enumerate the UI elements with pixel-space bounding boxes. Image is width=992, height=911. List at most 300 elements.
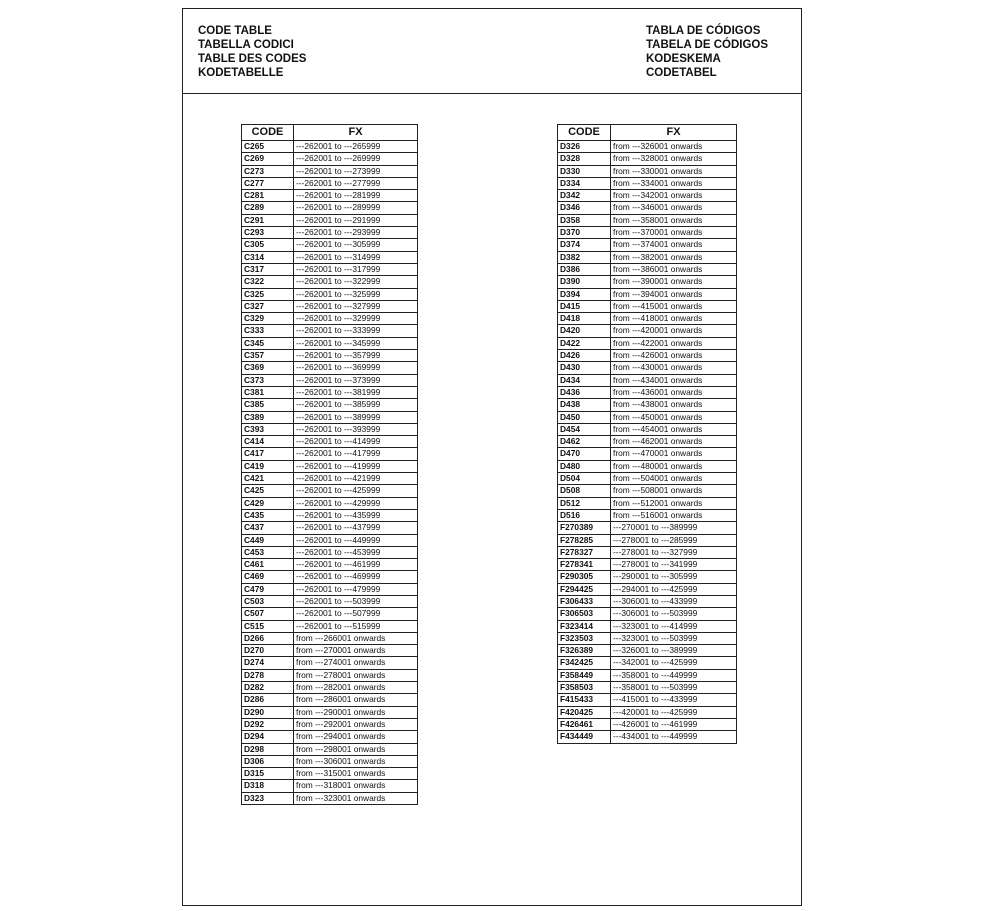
code-cell: C305 — [242, 239, 294, 251]
fx-cell: ---270001 to ---389999 — [611, 522, 737, 534]
code-cell: D286 — [242, 694, 294, 706]
code-cell: D328 — [558, 153, 611, 165]
table-row — [242, 350, 418, 362]
code-cell: F426461 — [558, 718, 611, 730]
fx-cell: from ---292001 onwards — [294, 718, 418, 730]
table-row — [558, 288, 737, 300]
table-row — [242, 423, 418, 435]
header-title: TABELLA CODICI — [198, 39, 294, 51]
table-row — [242, 608, 418, 620]
fx-cell: from ---450001 onwards — [611, 411, 737, 423]
fx-cell: from ---516001 onwards — [611, 509, 737, 521]
table-row — [558, 153, 737, 165]
table-row — [558, 436, 737, 448]
code-cell: D290 — [242, 706, 294, 718]
fx-cell: from ---274001 onwards — [294, 657, 418, 669]
fx-cell: from ---358001 onwards — [611, 214, 737, 226]
fx-cell: from ---436001 onwards — [611, 386, 737, 398]
fx-cell: ---262001 to ---461999 — [294, 559, 418, 571]
code-cell: F290305 — [558, 571, 611, 583]
code-cell: D315 — [242, 768, 294, 780]
code-cell: C317 — [242, 263, 294, 275]
table-row — [242, 731, 418, 743]
table-row — [558, 227, 737, 239]
table-header-row — [242, 125, 418, 141]
header-title: TABLA DE CÓDIGOS — [646, 25, 761, 37]
code-cell: D334 — [558, 177, 611, 189]
table-row — [242, 718, 418, 730]
code-cell: C273 — [242, 165, 294, 177]
header-title: CODETABEL — [646, 67, 717, 79]
table-row — [242, 768, 418, 780]
fx-cell: ---434001 to ---449999 — [611, 731, 737, 743]
table-row — [242, 522, 418, 534]
code-cell: D470 — [558, 448, 611, 460]
fx-cell: from ---480001 onwards — [611, 460, 737, 472]
table-row — [558, 300, 737, 312]
fx-cell: from ---512001 onwards — [611, 497, 737, 509]
table-row — [558, 608, 737, 620]
code-cell: C333 — [242, 325, 294, 337]
table-row — [242, 632, 418, 644]
table-row — [242, 227, 418, 239]
table-row — [242, 276, 418, 288]
code-cell: D294 — [242, 731, 294, 743]
table-row — [558, 718, 737, 730]
code-cell: C325 — [242, 288, 294, 300]
header-title: KODESKEMA — [646, 53, 721, 65]
header-title: CODE TABLE — [198, 25, 272, 37]
fx-cell: ---262001 to ---469999 — [294, 571, 418, 583]
fx-cell: ---278001 to ---327999 — [611, 546, 737, 558]
table-row — [558, 583, 737, 595]
fx-cell: from ---434001 onwards — [611, 374, 737, 386]
fx-cell: ---262001 to ---393999 — [294, 423, 418, 435]
code-cell: C419 — [242, 460, 294, 472]
code-cell: C453 — [242, 546, 294, 558]
fx-cell: ---290001 to ---305999 — [611, 571, 737, 583]
code-cell: C389 — [242, 411, 294, 423]
table-row — [242, 497, 418, 509]
fx-cell: from ---294001 onwards — [294, 731, 418, 743]
table-body — [242, 141, 418, 805]
fx-cell: ---262001 to ---373999 — [294, 374, 418, 386]
code-cell: C469 — [242, 571, 294, 583]
fx-cell: from ---426001 onwards — [611, 350, 737, 362]
table-row — [242, 362, 418, 374]
fx-cell: ---278001 to ---285999 — [611, 534, 737, 546]
table-row — [558, 571, 737, 583]
fx-cell: ---358001 to ---503999 — [611, 682, 737, 694]
fx-cell: ---262001 to ---293999 — [294, 227, 418, 239]
table-row — [242, 460, 418, 472]
fx-cell: from ---374001 onwards — [611, 239, 737, 251]
fx-cell: ---420001 to ---425999 — [611, 706, 737, 718]
fx-cell: ---262001 to ---327999 — [294, 300, 418, 312]
fx-cell: ---326001 to ---389999 — [611, 645, 737, 657]
table-row — [242, 288, 418, 300]
table-row — [558, 177, 737, 189]
code-cell: F326389 — [558, 645, 611, 657]
table-row — [558, 694, 737, 706]
table-row — [242, 386, 418, 398]
code-cell: D270 — [242, 645, 294, 657]
code-cell: C429 — [242, 497, 294, 509]
fx-cell: from ---462001 onwards — [611, 436, 737, 448]
fx-cell: ---426001 to ---461999 — [611, 718, 737, 730]
table-row — [558, 509, 737, 521]
code-table-right — [557, 124, 737, 744]
code-cell: D390 — [558, 276, 611, 288]
table-row — [242, 436, 418, 448]
table-row — [242, 141, 418, 153]
table-row — [558, 706, 737, 718]
fx-cell: from ---306001 onwards — [294, 755, 418, 767]
table-row — [242, 755, 418, 767]
fx-cell: from ---418001 onwards — [611, 313, 737, 325]
header-titles-right — [646, 24, 768, 80]
table-row — [558, 546, 737, 558]
table-row — [242, 534, 418, 546]
code-cell: D386 — [558, 263, 611, 275]
table-row — [558, 251, 737, 263]
fx-cell: from ---346001 onwards — [611, 202, 737, 214]
table-row — [558, 669, 737, 681]
table-row — [242, 300, 418, 312]
code-cell: C357 — [242, 350, 294, 362]
fx-cell: from ---286001 onwards — [294, 694, 418, 706]
fx-cell: ---262001 to ---421999 — [294, 473, 418, 485]
table-row — [558, 313, 737, 325]
code-cell: C369 — [242, 362, 294, 374]
fx-cell: from ---334001 onwards — [611, 177, 737, 189]
fx-cell: ---323001 to ---414999 — [611, 620, 737, 632]
fx-cell: from ---315001 onwards — [294, 768, 418, 780]
table-row — [242, 177, 418, 189]
code-cell: C289 — [242, 202, 294, 214]
fx-cell: ---262001 to ---277999 — [294, 177, 418, 189]
fx-cell: ---262001 to ---453999 — [294, 546, 418, 558]
fx-cell: ---342001 to ---425999 — [611, 657, 737, 669]
fx-cell: ---262001 to ---322999 — [294, 276, 418, 288]
code-cell: F306433 — [558, 595, 611, 607]
table-row — [558, 386, 737, 398]
table-row — [558, 682, 737, 694]
code-cell: C291 — [242, 214, 294, 226]
fx-cell: ---262001 to ---305999 — [294, 239, 418, 251]
fx-cell: from ---342001 onwards — [611, 190, 737, 202]
fx-cell: ---262001 to ---479999 — [294, 583, 418, 595]
fx-cell: ---262001 to ---435999 — [294, 509, 418, 521]
fx-cell: ---358001 to ---449999 — [611, 669, 737, 681]
code-cell: C293 — [242, 227, 294, 239]
table-row — [558, 460, 737, 472]
header-title: KODETABELLE — [198, 67, 284, 79]
table-row — [242, 657, 418, 669]
table-row — [242, 559, 418, 571]
code-cell: F420425 — [558, 706, 611, 718]
fx-cell: ---262001 to ---345999 — [294, 337, 418, 349]
table-row — [558, 448, 737, 460]
table-row — [558, 190, 737, 202]
fx-cell: from ---470001 onwards — [611, 448, 737, 460]
table-row — [558, 374, 737, 386]
code-cell: F306503 — [558, 608, 611, 620]
code-cell: D454 — [558, 423, 611, 435]
fx-cell: ---262001 to ---414999 — [294, 436, 418, 448]
code-cell: D420 — [558, 325, 611, 337]
fx-cell: from ---370001 onwards — [611, 227, 737, 239]
code-cell: F415433 — [558, 694, 611, 706]
code-cell: F278285 — [558, 534, 611, 546]
table-row — [242, 337, 418, 349]
fx-cell: ---262001 to ---385999 — [294, 399, 418, 411]
table-row — [558, 202, 737, 214]
code-cell: C322 — [242, 276, 294, 288]
code-cell: C269 — [242, 153, 294, 165]
code-cell: D504 — [558, 473, 611, 485]
table-row — [242, 473, 418, 485]
code-cell: F278327 — [558, 546, 611, 558]
code-cell: D342 — [558, 190, 611, 202]
code-cell: D394 — [558, 288, 611, 300]
fx-cell: ---262001 to ---291999 — [294, 214, 418, 226]
fx-cell: ---262001 to ---507999 — [294, 608, 418, 620]
fx-cell: ---306001 to ---433999 — [611, 595, 737, 607]
column-header-code: CODE — [242, 125, 294, 141]
code-cell: D323 — [242, 792, 294, 804]
table-row — [242, 202, 418, 214]
fx-cell: ---262001 to ---265999 — [294, 141, 418, 153]
fx-cell: from ---318001 onwards — [294, 780, 418, 792]
fx-cell: ---262001 to ---381999 — [294, 386, 418, 398]
code-cell: D450 — [558, 411, 611, 423]
fx-cell: from ---386001 onwards — [611, 263, 737, 275]
table-row — [242, 325, 418, 337]
code-cell: C327 — [242, 300, 294, 312]
fx-cell: ---262001 to ---389999 — [294, 411, 418, 423]
code-cell: D346 — [558, 202, 611, 214]
fx-cell: ---294001 to ---425999 — [611, 583, 737, 595]
fx-cell: ---262001 to ---289999 — [294, 202, 418, 214]
code-cell: D274 — [242, 657, 294, 669]
code-cell: C421 — [242, 473, 294, 485]
code-cell: D434 — [558, 374, 611, 386]
code-cell: D422 — [558, 337, 611, 349]
table-header-row — [558, 125, 737, 141]
table-row — [242, 682, 418, 694]
table-row — [242, 706, 418, 718]
code-cell: C381 — [242, 386, 294, 398]
code-cell: F323414 — [558, 620, 611, 632]
code-cell: D292 — [242, 718, 294, 730]
fx-cell: from ---415001 onwards — [611, 300, 737, 312]
code-cell: D358 — [558, 214, 611, 226]
code-cell: D436 — [558, 386, 611, 398]
code-cell: D318 — [242, 780, 294, 792]
fx-cell: ---262001 to ---429999 — [294, 497, 418, 509]
code-cell: D326 — [558, 141, 611, 153]
code-cell: D438 — [558, 399, 611, 411]
table-row — [242, 780, 418, 792]
fx-cell: ---262001 to ---333999 — [294, 325, 418, 337]
header-titles-left — [198, 24, 306, 80]
fx-cell: ---262001 to ---449999 — [294, 534, 418, 546]
table-row — [558, 263, 737, 275]
fx-cell: ---262001 to ---425999 — [294, 485, 418, 497]
fx-cell: ---262001 to ---503999 — [294, 595, 418, 607]
code-cell: D516 — [558, 509, 611, 521]
table-row — [558, 559, 737, 571]
table-row — [242, 239, 418, 251]
code-cell: F278341 — [558, 559, 611, 571]
code-cell: F358503 — [558, 682, 611, 694]
table-row — [242, 214, 418, 226]
column-header-fx: FX — [294, 125, 418, 141]
fx-cell: ---262001 to ---281999 — [294, 190, 418, 202]
fx-cell: from ---290001 onwards — [294, 706, 418, 718]
code-cell: C393 — [242, 423, 294, 435]
table-row — [242, 153, 418, 165]
fx-cell: from ---323001 onwards — [294, 792, 418, 804]
table-row — [558, 239, 737, 251]
table-row — [558, 632, 737, 644]
fx-cell: from ---394001 onwards — [611, 288, 737, 300]
code-cell: C329 — [242, 313, 294, 325]
code-cell: D415 — [558, 300, 611, 312]
table-row — [242, 411, 418, 423]
table-row — [558, 214, 737, 226]
code-cell: F342425 — [558, 657, 611, 669]
code-cell: F294425 — [558, 583, 611, 595]
table-row — [242, 669, 418, 681]
fx-cell: ---278001 to ---341999 — [611, 559, 737, 571]
table-row — [558, 497, 737, 509]
table-row — [242, 694, 418, 706]
table-row — [242, 509, 418, 521]
fx-cell: from ---270001 onwards — [294, 645, 418, 657]
table-row — [558, 411, 737, 423]
table-row — [242, 546, 418, 558]
fx-cell: from ---328001 onwards — [611, 153, 737, 165]
header-title: TABELA DE CÓDIGOS — [646, 39, 769, 51]
table-body — [558, 141, 737, 744]
code-cell: D382 — [558, 251, 611, 263]
fx-cell: from ---422001 onwards — [611, 337, 737, 349]
code-cell: D426 — [558, 350, 611, 362]
code-cell: C503 — [242, 595, 294, 607]
code-table-left — [241, 124, 418, 805]
fx-cell: ---262001 to ---419999 — [294, 460, 418, 472]
fx-cell: from ---430001 onwards — [611, 362, 737, 374]
table-row — [558, 362, 737, 374]
table-row — [558, 350, 737, 362]
fx-cell: ---262001 to ---417999 — [294, 448, 418, 460]
table-row — [558, 325, 737, 337]
fx-cell: ---262001 to ---369999 — [294, 362, 418, 374]
fx-cell: ---262001 to ---515999 — [294, 620, 418, 632]
fx-cell: from ---420001 onwards — [611, 325, 737, 337]
code-cell: C449 — [242, 534, 294, 546]
table-row — [242, 399, 418, 411]
code-cell: D508 — [558, 485, 611, 497]
code-cell: F323503 — [558, 632, 611, 644]
fx-cell: ---262001 to ---357999 — [294, 350, 418, 362]
fx-cell: ---262001 to ---269999 — [294, 153, 418, 165]
code-cell: D480 — [558, 460, 611, 472]
fx-cell: from ---390001 onwards — [611, 276, 737, 288]
table-row — [558, 165, 737, 177]
code-cell: C277 — [242, 177, 294, 189]
fx-cell: from ---454001 onwards — [611, 423, 737, 435]
code-cell: C373 — [242, 374, 294, 386]
column-header-fx: FX — [611, 125, 737, 141]
fx-cell: from ---330001 onwards — [611, 165, 737, 177]
code-cell: C314 — [242, 251, 294, 263]
table-row — [242, 743, 418, 755]
table-row — [558, 141, 737, 153]
code-cell: D298 — [242, 743, 294, 755]
fx-cell: ---262001 to ---317999 — [294, 263, 418, 275]
table-row — [242, 263, 418, 275]
fx-cell: ---323001 to ---503999 — [611, 632, 737, 644]
table-row — [242, 792, 418, 804]
code-cell: C417 — [242, 448, 294, 460]
code-cell: C414 — [242, 436, 294, 448]
code-cell: D266 — [242, 632, 294, 644]
table-row — [242, 595, 418, 607]
table-row — [242, 251, 418, 263]
fx-cell: ---262001 to ---329999 — [294, 313, 418, 325]
table-row — [558, 595, 737, 607]
table-row — [558, 276, 737, 288]
code-cell: C437 — [242, 522, 294, 534]
code-cell: C507 — [242, 608, 294, 620]
fx-cell: from ---508001 onwards — [611, 485, 737, 497]
fx-cell: ---306001 to ---503999 — [611, 608, 737, 620]
fx-cell: from ---438001 onwards — [611, 399, 737, 411]
code-cell: D374 — [558, 239, 611, 251]
code-cell: C265 — [242, 141, 294, 153]
fx-cell: from ---382001 onwards — [611, 251, 737, 263]
code-cell: C461 — [242, 559, 294, 571]
code-cell: D330 — [558, 165, 611, 177]
table-row — [242, 571, 418, 583]
table-row — [558, 731, 737, 743]
table-row — [242, 374, 418, 386]
code-cell: D278 — [242, 669, 294, 681]
table-row — [242, 620, 418, 632]
code-cell: C281 — [242, 190, 294, 202]
header-divider — [183, 93, 801, 94]
fx-cell: ---262001 to ---325999 — [294, 288, 418, 300]
code-cell: D462 — [558, 436, 611, 448]
table-row — [242, 165, 418, 177]
fx-cell: ---415001 to ---433999 — [611, 694, 737, 706]
table-row — [558, 473, 737, 485]
table-row — [558, 657, 737, 669]
code-cell: F434449 — [558, 731, 611, 743]
code-cell: D512 — [558, 497, 611, 509]
table-row — [558, 645, 737, 657]
code-cell: C345 — [242, 337, 294, 349]
fx-cell: from ---266001 onwards — [294, 632, 418, 644]
table-row — [558, 534, 737, 546]
table-row — [558, 337, 737, 349]
code-cell: D370 — [558, 227, 611, 239]
code-cell: F270389 — [558, 522, 611, 534]
document-page — [182, 8, 802, 906]
